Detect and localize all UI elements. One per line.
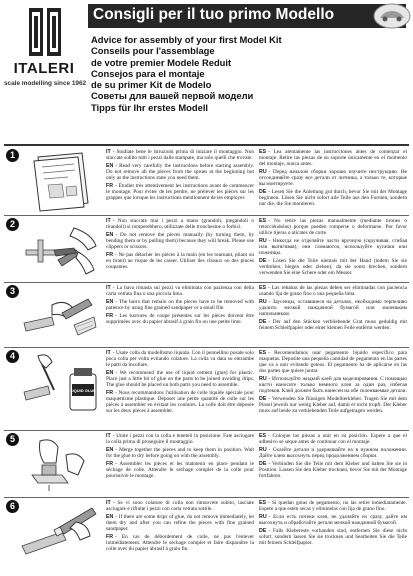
paragraph-fr: FR - En cas de débordement de colle, ne pas l'enlever immédiatement. Attendre le séchage complet et faire disparaître la colle avec du papier abrasif à grain fin. — [106, 533, 254, 552]
step-6 — [4, 498, 409, 572]
paragraph-en: EN - We recommend the use of liquid cement (glue) for plastic. Place just a little bit of glue on the parts to be joined avoiding drips. The glue should be placed on both parts you need to assemble. — [106, 369, 254, 389]
step-4 — [4, 348, 409, 431]
glue-bottle-label: LIQUID GLUE — [70, 388, 96, 393]
subtitle-line: Consejos para el montaje — [91, 67, 205, 79]
subtitle-list — [91, 34, 401, 113]
step-number: 5 — [6, 433, 19, 446]
paragraph-en: EN - The burrs that remain on the pieces have to be removed with patience by using fine grained sandpaper or a small file. — [106, 298, 254, 311]
paragraph-fr: FR - Étudier très attentivement les instructions avant de commencer le montage. Pour éviter de les perdre, ne prélever les pièces sur les grappes que lorsque les instructions mentionnent de les employer. — [106, 182, 254, 201]
paragraph-de: DE - Verwenden Sie flüssigen Modellierkleber. Tragen Sie mit dem Pinsel jeweils nur wenig Kleber auf, damit er nicht tropft. Der Kleber muss auf beide zu verklebenden Teile aufgetragen werden. — [259, 395, 407, 415]
paragraph-en: EN - Do not remove the pieces manually (by turning them, by bending them or by pulling them) because they will break. Please use clippers or scissors. — [106, 231, 254, 250]
liquid-glue-icon — [18, 352, 102, 428]
step-1 — [4, 147, 409, 216]
step-number: 3 — [6, 285, 19, 298]
paragraph-es: ES - Recomendamos usar pegamento líquido específico para maquetas. Deposite una pequeña cantidad de pegamento en las partes que va a unir evitando goteos. El pegamento ha de aplicarse en las dos partes que quiere juntar. — [259, 350, 407, 375]
paragraph-es: ES - Si quedan gotas de pegamento, no las retire inmediatamente. Espere a que estén secas y elimínelas con lija de grano fino. — [259, 500, 407, 513]
paragraph-it: IT - Studiate bene le istruzioni prima di iniziare il montaggio. Non staccate subito tutti i pezzi dalle stampate, ma solo quelli che trovate. — [106, 149, 254, 162]
paragraph-es: ES - No retire las piezas manualmente (mediante tirones o retorciéndolas) porque pueden romperse o deformarse. Por favor utilice tijeras o alicates de corte. — [259, 218, 407, 237]
paragraph-fr: FR - Nous recommandons l'utilisation de colle liquide spéciale pour maquettisme plastique. Déposer une petite quantité de colle sur les pièces à assembler en évitant les coulures. La colle doit être déposée sur les deux pièces à assembler. — [106, 389, 254, 415]
subtitle-line: de su primer Kit de Modelo — [91, 79, 212, 91]
paragraph-it: IT - Se vi sono colature di colla non rimuovete subito, lasciate asciugare e rifinite i pezzi con carta vetrata sottile. — [106, 500, 254, 513]
paragraph-it: IT - Non staccate mai i pezzi a mano (grandoli, piegandoli o tirandoli) si romperebbero, utilizzate delle tronchesine o forbici. — [106, 218, 254, 231]
text-column-left — [106, 500, 254, 554]
paragraph-ru: RU - Если есть потеки клея, не удаляйте их сразу, дайте им высохнуть и обработайте детали мелкой наждачной бумагой. — [259, 513, 407, 526]
italeri-logo-icon — [26, 6, 64, 58]
paragraph-fr: FR - Assembler les pièces et les maintenir en place pendant le séchage de colle. Attendre le séchage complet de la colle pour poursuivre le montage. — [106, 460, 254, 479]
paragraph-ru: RU - Используйте жидкий клей для моделирования. С помощью кисти наносите только немного клея за один раз, избегая подтеков. Клей должен быть нанесен на обе склеиваемые детали. — [259, 375, 407, 395]
text-column-left — [106, 218, 254, 272]
text-column-right — [259, 500, 407, 547]
paragraph-en: EN - If there are some drips of glue, do not remove immediately, let them dry and after you can refine the pieces with fine grained sandpaper. — [106, 513, 254, 532]
step-number: 4 — [6, 350, 19, 363]
paragraph-es: ES - Coloque las piezas a unir en su posición. Espere a que el adhesivo se seque antes de continuar con el montaje. — [259, 433, 407, 446]
text-column-right — [259, 218, 407, 278]
text-column-left — [106, 149, 254, 203]
subtitle-line: Conseils pour l'assemblage — [91, 45, 215, 57]
step-2 — [4, 216, 409, 283]
step-5 — [4, 431, 409, 498]
subtitle-line: Советы для вашей первой модели — [91, 90, 254, 102]
instruction-sheet-icon — [18, 151, 102, 213]
brand-tagline: scale modelling since 1962 — [4, 80, 87, 87]
step-number: 2 — [6, 218, 19, 231]
step-number: 1 — [6, 149, 19, 162]
paragraph-ru: RU - Никогда не отделяйте части вручную (скручивая, сгибая или вытягивая), они сломаются, используйте кусачки или ножницы. — [259, 237, 407, 257]
paragraph-it: IT - La bava rimasta sui pezzi va eliminata con pazienza con della carta vetrata fina o una piccola lima. — [106, 285, 254, 298]
text-column-right — [259, 285, 407, 332]
paragraph-fr: FR - Ne pas détacher les pièces à la main (en les tournant, pliant ou en tirant) au risque de les casser. Utiliser des ciseaux ou des pinces coupantes. — [106, 251, 254, 270]
paragraph-ru: RU - Склейте детали и удерживайте их в нужном положении. Дайте клею высохнуть перед продолжением сборки. — [259, 446, 407, 459]
paragraph-es: ES - Las rebabas de las piezas deben ser eliminadas con paciencia usando lija de grano fino o una pequeña lima. — [259, 285, 407, 298]
paragraph-en: EN - Merge together the pieces and to keep them in position. Wait for the glue to dry before going on with the assembly. — [106, 446, 254, 459]
step-number: 6 — [6, 500, 19, 513]
brand-name: ITALERI — [13, 60, 75, 77]
paragraph-de: DE - Der auf den Stücken verbliebende Grat muss geduldig mit feinem Schleifpapier oder einer kleinen Feile entfernt werden. — [259, 318, 407, 331]
sprue-cutter-icon — [18, 220, 102, 280]
press-parts-icon — [18, 435, 102, 495]
text-column-left — [106, 285, 254, 326]
subtitle-line: Advice for assembly of your first Model Kit — [91, 34, 282, 45]
text-column-right — [259, 149, 407, 209]
paragraph-it: IT - Usate colla da modellismo liquida. Con il pennellino posate solo poca colla per volta evitando colature. La colla va data su entrambe le parti da incollare. — [106, 350, 254, 369]
paragraph-ru: RU - Перед началом сборки хорошо изучите инструкцию. Не отсоединяйте сразу все детали от литника, а только те, которые вы монтируете. — [259, 168, 407, 188]
header-divider — [4, 144, 409, 146]
paragraph-de: DE - Lösen Sie die Teile niemals mit der Hand (indem Sie sie verdrehen, biegen oder ziehen), da sie sonst brechen, sondern verwenden Sie eine Schere oder ein Messer. — [259, 257, 407, 276]
step-3 — [4, 283, 409, 348]
sanding-icon — [18, 287, 102, 345]
paragraph-fr: FR - Les barrures de coupe présentes sur les pièces doivent être supprimées avec du papier abrasif à grain fin ou une petite lime. — [106, 312, 254, 325]
paragraph-de: DE - Verbinden Sie die Teile mit dem Kleber und halten Sie sie in Position. Lassen Sie den Kleber trocknen, bevor Sie mit der Montage fortfahren. — [259, 460, 407, 479]
subtitle-line: Tipps für Ihr erstes Modell — [91, 101, 209, 113]
paragraph-it: IT - Unite i pezzi con la colla e teneteli in posizione. Fate asciugare la colla prima di proseguire il montaggio. — [106, 433, 254, 446]
title-bar — [88, 4, 406, 28]
text-column-right — [259, 433, 407, 480]
hobby-knife-icon — [18, 502, 102, 568]
text-column-right — [259, 350, 407, 416]
brand-block — [4, 4, 87, 100]
page-title: Consigli per il tuo primo Modello — [93, 6, 335, 23]
paragraph-es: ES - Lea atentamente las instrucciones antes de comenzar el montaje. Retire las piezas de su soporte únicamente en el momento del montaje, nunca antes. — [259, 149, 407, 168]
paragraph-de: DE - Falls Klebereste vorhanden sind, entfernen Sie diese nicht sofort, sondern lassen Sie sie trocknen und bearbeiten Sie die Teile mit feinem Schleifpapier. — [259, 527, 407, 546]
model-car-badge-icon — [372, 2, 412, 30]
text-column-left — [106, 350, 254, 416]
paragraph-ru: RU - Заусенцы, оставшиеся на деталях, необходимо терпеливо удалить мелкой наждачной бумагой или маленьким напильником. — [259, 298, 407, 317]
paragraph-de: DE - Lesen Sie die Anleitung gut durch, bevor Sie mit der Montage beginnen. Lösen Sie nicht sofort alle Teile aus den Formen, sondern nur die, die Sie montieren. — [259, 188, 407, 207]
text-column-left — [106, 433, 254, 480]
subtitle-line: de votre premier Modele Reduit — [91, 56, 232, 68]
paragraph-en: EN - Read very carefully the instructions before starting assembly. Do not remove all the pieces from the sprues at the beginning but only as the instructions state you need them. — [106, 162, 254, 181]
